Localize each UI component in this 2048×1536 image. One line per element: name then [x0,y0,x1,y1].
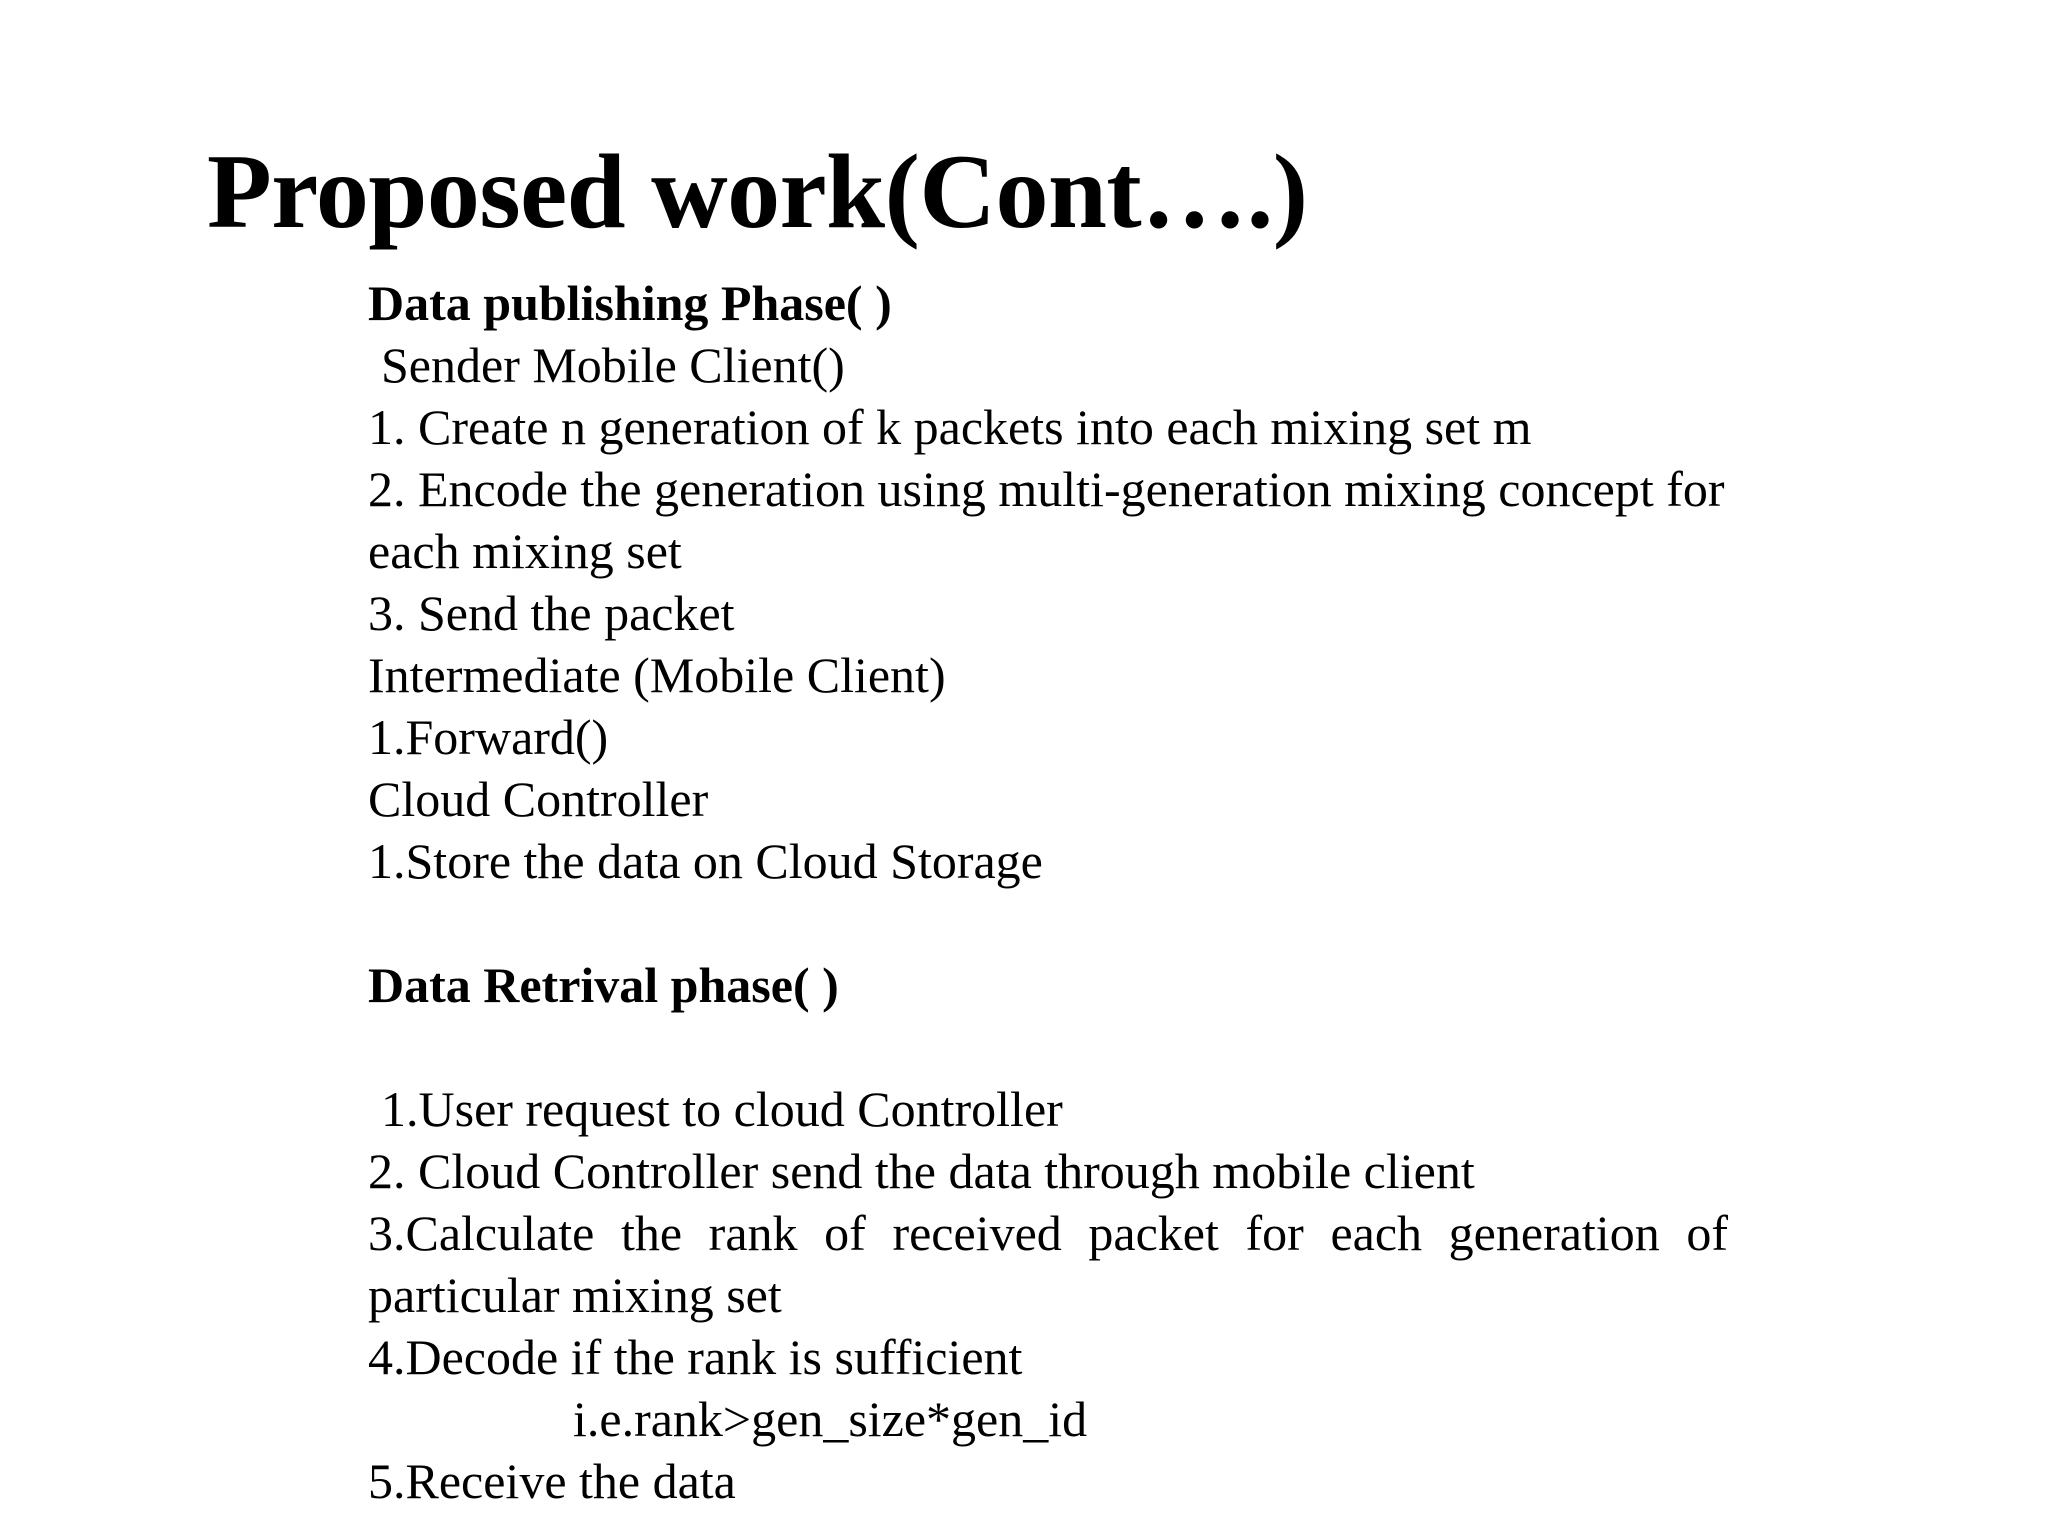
intermediate-label: Intermediate (Mobile Client) [368,647,946,703]
publishing-phase-heading: Data publishing Phase( ) [368,275,892,331]
sender-step: 1. Create n generation of k packets into each mixing set m [368,399,1532,455]
intermediate-step: 1.Forward() [368,709,609,765]
retrieval-condition: i.e.rank>gen_size*gen_id [573,1391,1088,1447]
slide-body [368,272,1728,1512]
sender-step: 3. Send the packet [368,585,735,641]
retrieval-step: 1.User request to cloud Controller [381,1081,1063,1137]
sender-step: 2. Encode the generation using multi-generation mixing concept for each mixing set [368,461,1725,579]
cloud-controller-step: 1.Store the data on Cloud Storage [368,833,1043,889]
retrieval-step: 4.Decode if the rank is sufficient [368,1329,1023,1385]
retrieval-phase-heading: Data Retrival phase( ) [368,957,839,1013]
spacer [368,892,1728,954]
cloud-controller-label: Cloud Controller [368,771,709,827]
retrieval-step: 5.Receive the data [368,1453,736,1509]
sender-mobile-client-label: Sender Mobile Client() [381,337,845,393]
retrieval-step: 3.Calculate the rank of received packet for each generation of particular mixing set [368,1205,1728,1323]
spacer [368,1016,1728,1078]
slide-title: Proposed work(Cont….) [207,133,1308,250]
retrieval-step: 2. Cloud Controller send the data through mobile client [368,1143,1475,1199]
